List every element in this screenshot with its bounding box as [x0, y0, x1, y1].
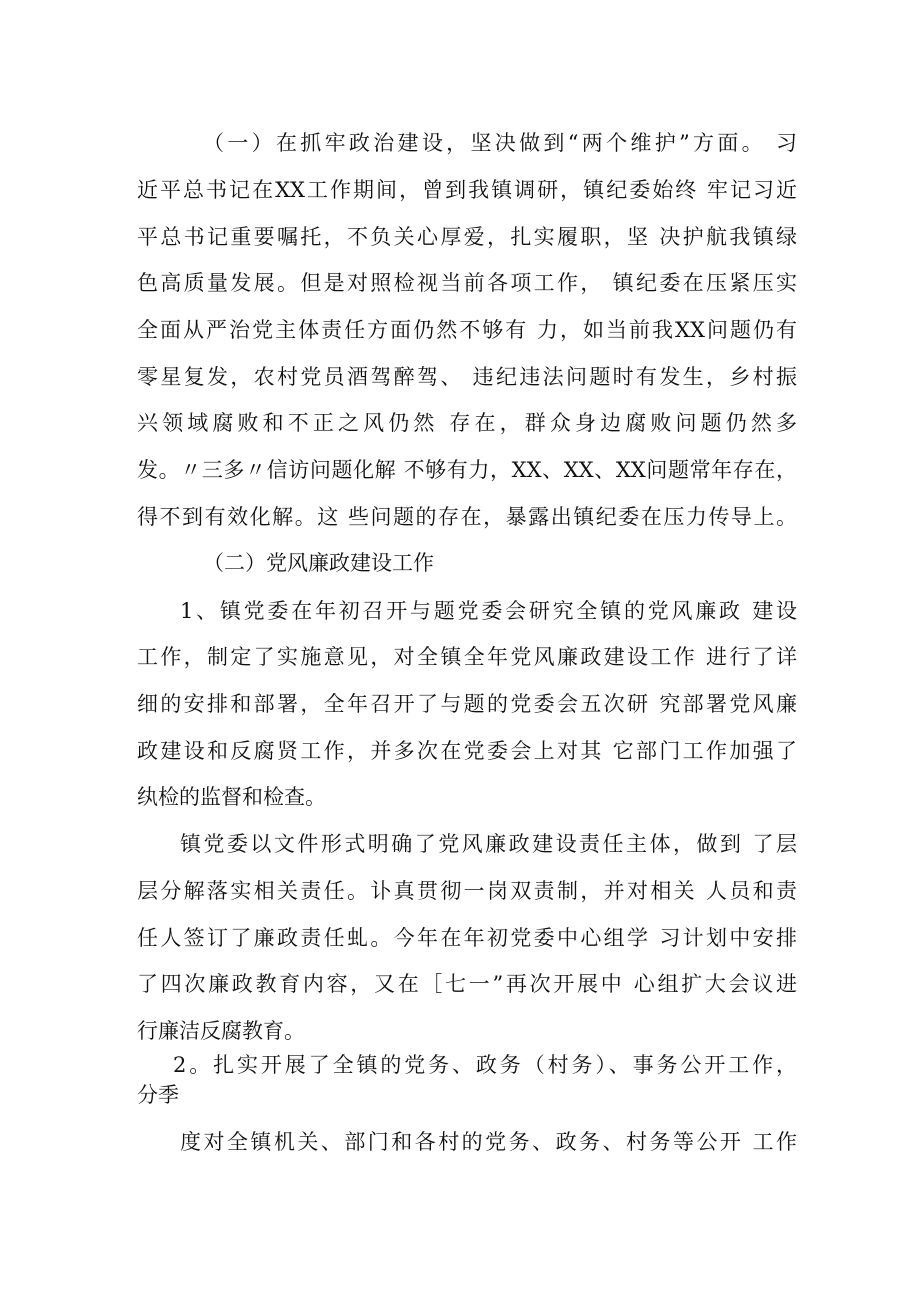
- paragraph-1-line-5: 全面从严治党主体责任方面仍然不够有 力，如当前我XX问题仍有: [137, 318, 797, 342]
- paragraph-2-line-1: 1、镇党委在年初召开与题党委会研究全镇的党风廉政 建设: [180, 599, 797, 623]
- paragraph-1-line-1: （一）在抓牢政治建设，坚决做到“两个维护”方面。 习: [203, 131, 797, 155]
- paragraph-2-line-4: 政建设和反腐贤工作，并多次在党委会上对其 它部门工作加强了: [137, 739, 797, 763]
- paragraph-1-line-4: 色高质量发展。但是对照检视当前各项工作， 镇纪委在压紧压实: [137, 271, 797, 295]
- paragraph-1-line-7: 兴领域腐败和不正之风仍然 存在，群众身边腐败问题仍然多: [137, 411, 797, 435]
- paragraph-2-line-2: 工作，制定了实施意见，对全镇全年党风廉政建设工作 进行了详: [137, 645, 797, 669]
- paragraph-3-line-5: 行廉洁反腐教育。: [137, 1019, 305, 1043]
- paragraph-1-line-6: 零星复发，农村党员酒驾醉驾、 违纪违法问题时有发生，乡村振: [137, 365, 797, 389]
- paragraph-3-line-3: 任人签订了廉政责任虬。今年在年初党委中心组学 习计划中安排: [137, 926, 797, 950]
- paragraph-2-line-3: 细的安排和部署，全年召开了与题的党委会五次研 究部署党风廉: [137, 692, 797, 716]
- paragraph-1-line-8: 发。〃三多〃信访问题化解 不够有力，XX、XX、XX问题常年存在，: [137, 458, 797, 482]
- paragraph-1-line-9: 得不到有效化解。这 些问题的存在，暴露出镇纪委在压力传导上。: [137, 505, 797, 529]
- section-heading-2: （二）党风廉政建设工作: [203, 551, 434, 575]
- paragraph-1-line-2: 近平总书记在XX工作期间，曾到我镇调研，镇纪委始终 牢记习近: [137, 178, 797, 202]
- paragraph-4-line-1: 2。扎实开展了全镇的党务、政务（村务）、事务公开工作，: [173, 1053, 797, 1077]
- paragraph-3-line-4: 了四次廉政教育内容，又在［七一”再次开展中 心组扩大会议进: [137, 972, 797, 996]
- paragraph-3-line-2: 层分解落实相关责任。讣真贯彻一岗双责制，并对相关 人员和责: [137, 879, 797, 903]
- paragraph-1-line-3: 平总书记重要嘱托，不负关心厚爱，扎实履职，坚 决护航我镇绿: [137, 225, 797, 249]
- paragraph-2-line-5: 纨检的监督和检查。: [137, 785, 326, 809]
- paragraph-3-line-1: 镇党委以文件形式明确了党风廉政建设责任主体，做到 了层: [180, 832, 797, 856]
- paragraph-4-line-3: 度对全镇机关、部门和各村的党务、政务、村务等公开 工作: [180, 1130, 797, 1154]
- paragraph-4-line-2: 分季: [137, 1083, 179, 1107]
